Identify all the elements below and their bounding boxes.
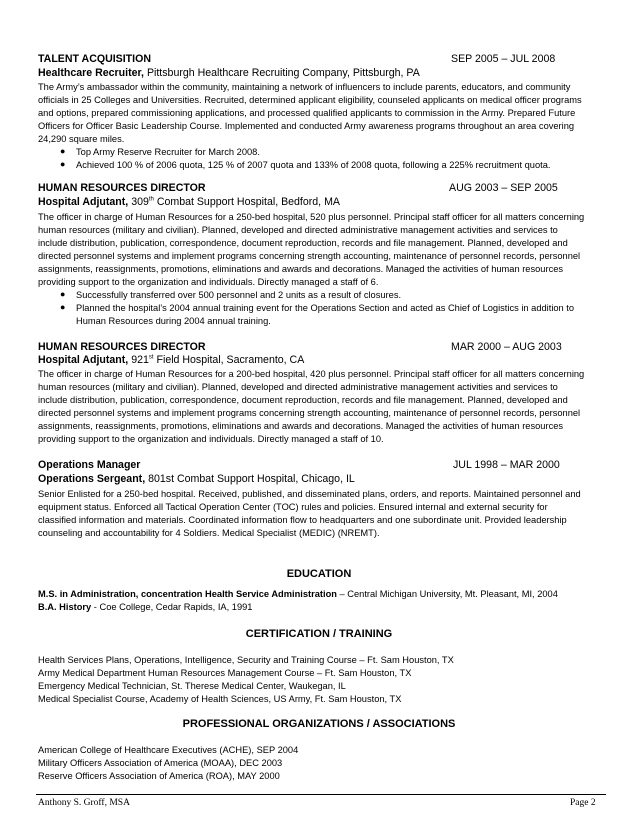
employer-number: 921 (128, 354, 149, 366)
certification-item: Medical Specialist Course, Academy of Health Sciences, US Army, Ft. Sam Houston, TX (38, 694, 402, 704)
employer-number: 309 (128, 196, 149, 208)
footer-name: Anthony S. Groff, MSA (38, 798, 130, 808)
job-description-line: assignments, reassignments, promotions, eliminations and awards and decorations. Managed the activities of human resources (38, 264, 564, 274)
job-description-line: include distribution, publication, correspondence, document reproduction, records and file management. Planned, developed and (38, 395, 568, 405)
job-description-line: include distribution, publication, correspondence, document reproduction, records and file management. Planned, developed and (38, 238, 568, 248)
job-description-line: Senior Enlisted for a 250-bed hospital. Received, published, and disseminated plans, orders, and reports. Maintained personnel and (38, 489, 581, 499)
bullet-text: Human Resources during 2004 annual training. (76, 316, 271, 326)
job-dates: SEP 2005 – JUL 2008 (451, 53, 556, 65)
bullet-text: Planned the hospital’s 2004 annual training event for the Operations Section and acted as Chief of Logistics in addition to (76, 303, 575, 313)
ordinal-suffix: th (148, 196, 154, 203)
job-description-line: 24,290 square miles. (38, 134, 125, 144)
job-dates: AUG 2003 – SEP 2005 (449, 182, 558, 194)
employer: 801st Combat Support Hospital, Chicago, IL (145, 473, 355, 485)
job-title: HUMAN RESOURCES DIRECTOR (38, 341, 206, 353)
education-heading: EDUCATION (286, 568, 352, 580)
position-title: Operations Sergeant, (38, 473, 146, 485)
bullet-icon: ● (60, 302, 66, 312)
degree-ms: M.S. in Administration, concentration Health Service Administration (38, 589, 337, 599)
job-description-line: assignments, reassignments, promotions, eliminations and awards and decorations. Managed the activities of human resources (38, 421, 564, 431)
job-position (38, 67, 420, 79)
education-ms (38, 589, 558, 599)
job-position (38, 473, 355, 485)
job-description-line: directed personnel systems and implement programs concerning strength accounting, maintenance of personnel records, personnel (38, 408, 581, 418)
certification-heading: CERTIFICATION / TRAINING (245, 628, 393, 640)
position-title: Hospital Adjutant, (38, 196, 129, 208)
footer-divider (36, 794, 606, 795)
job-description-line: The officer in charge of Human Resources for a 200-bed hospital, 420 plus personnel. Principal staff officer for all matters concerning (38, 369, 585, 379)
certification-item: Health Services Plans, Operations, Intelligence, Security and Training Course – Ft. Sam Houston, TX (38, 655, 454, 665)
certification-item: Army Medical Department Human Resources Management Course – Ft. Sam Houston, TX (38, 668, 412, 678)
job-position (38, 196, 340, 208)
job-description-line: The Army’s ambassador within the community, maintaining a network of influencers to include parents, educators, and community (38, 82, 571, 92)
degree-ba: B.A. History (38, 602, 92, 612)
job-description-line: human resources (military and civilian). Planned, developed and directed administrative management activities and services to (38, 382, 558, 392)
job-description-line: providing support to the organization and individuals. Directly managed a staff of 10. (38, 434, 384, 444)
bullet-text: Top Army Reserve Recruiter for March 2008. (76, 147, 260, 157)
job-description-line: classified information and materials. Coordinated information flow to headquarters and one subordinate unit. Provided leadership (38, 515, 567, 525)
employer: Combat Support Hospital, Bedford, MA (153, 196, 340, 208)
employer: Pittsburgh Healthcare Recruiting Company, Pittsburgh, PA (144, 67, 420, 79)
position-title: Healthcare Recruiter, (38, 67, 144, 79)
organization-item: Military Officers Association of America (MOAA), DEC 2003 (38, 758, 283, 768)
employer: Field Hospital, Sacramento, CA (153, 354, 305, 366)
ordinal-suffix: st (148, 354, 154, 361)
job-description-line: counseling and accountability for 4 Soldiers. Medical Specialist (MEDIC) (NREMT). (38, 528, 380, 538)
bullet-text: Achieved 100 % of 2006 quota, 125 % of 2007 quota and 133% of 2008 quota, following a 225% recruitment quota. (76, 160, 551, 170)
position-title: Hospital Adjutant, (38, 354, 129, 366)
organization-item: American College of Healthcare Executives (ACHE), SEP 2004 (38, 745, 299, 755)
bullet-icon: ● (60, 159, 66, 169)
job-description-line: officials in 25 Colleges and Universities. Recruited, determined applicant eligibility, counseled applicants on medical officer programs (38, 95, 582, 105)
job-dates: MAR 2000 – AUG 2003 (451, 341, 562, 353)
job-title: Operations Manager (38, 459, 141, 471)
school-ba: - Coe College, Cedar Rapids, IA, 1991 (91, 602, 253, 612)
job-description-line: and options, prepared commissioning applications, and processed qualified applicants to commission in the Army. Prepared Future (38, 108, 576, 118)
organization-item: Reserve Officers Association of America (ROA), MAY 2000 (38, 771, 280, 781)
education-ba (38, 602, 252, 612)
job-description-line: Officers for Officer Basic Leadership Course. Implemented and conducted Army awareness programs throughout an area covering (38, 121, 575, 131)
certification-item: Emergency Medical Technician, St. Therese Medical Center, Waukegan, IL (38, 681, 346, 691)
job-description-line: human resources (military and civilian). Planned, developed and directed administrative management activities and services to (38, 225, 558, 235)
job-dates: JUL 1998 – MAR 2000 (453, 459, 560, 471)
page-number: Page 2 (570, 798, 596, 808)
job-title: TALENT ACQUISITION (38, 53, 151, 65)
bullet-text: Successfully transferred over 500 personnel and 2 units as a result of closures. (76, 290, 402, 300)
organizations-heading: PROFESSIONAL ORGANIZATIONS / ASSOCIATIONS (182, 718, 456, 730)
job-title: HUMAN RESOURCES DIRECTOR (38, 182, 206, 194)
job-description-line: directed personnel systems and implement programs concerning strength accounting, maintenance of personnel records, personnel (38, 251, 581, 261)
job-position (38, 354, 304, 366)
job-description-line: The officer in charge of Human Resources for a 250-bed hospital, 520 plus personnel. Principal staff officer for all matters concerning (38, 212, 585, 222)
bullet-icon: ● (60, 146, 66, 156)
school-ms: – Central Michigan University, Mt. Pleasant, MI, 2004 (336, 589, 558, 599)
job-description-line: equipment status. Enforced all Tactical Operation Center (TOC) rules and policies. Ensured internal and external security for (38, 502, 548, 512)
job-description-line: providing support to the organization and individuals. Directly managed a staff of 6. (38, 277, 379, 287)
bullet-icon: ● (60, 289, 66, 299)
